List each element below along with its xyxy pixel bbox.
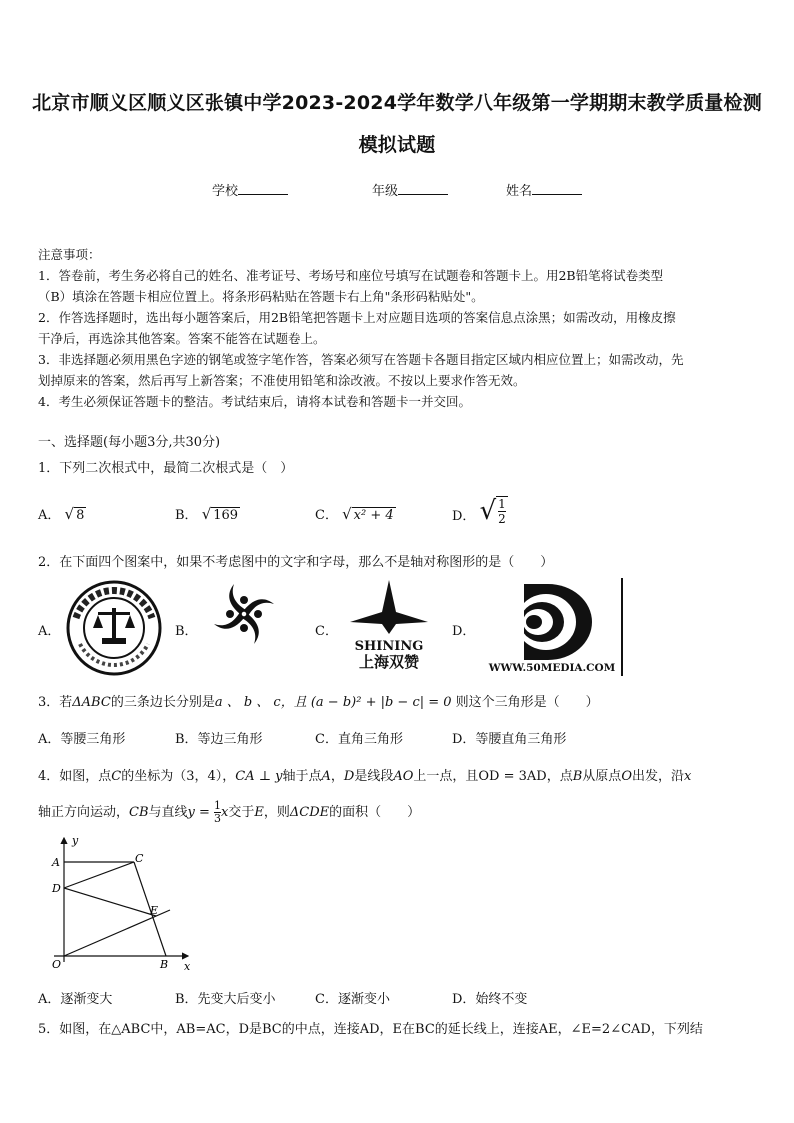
shining-star-logo — [348, 578, 430, 670]
media-text: WWW.50MEDIA.COM — [488, 662, 616, 674]
q4-stem-line1: 4．如图，点C的坐标为（3，4），CA ⊥ y轴于点A，D是线段AO上一点，且OD = 3AD，点B从原点O出发，沿x — [38, 769, 692, 784]
q1-option-b: B． √ 169 — [175, 505, 239, 523]
notice-item: 干净后，再选涂其他答案。答案不能答在试题卷上。 — [38, 331, 326, 346]
q1-option-d: D． √ $\frac{1}{2}$ — [452, 496, 506, 526]
notice-item: 划掉原来的答案，然后再写上新答案；不准使用铅笔和涂改液。不按以上要求作答无效。 — [38, 373, 526, 388]
q3-option-d: D．等腰直角三角形 — [452, 732, 567, 747]
q2-option-a-label: A． — [38, 624, 61, 639]
q1-option-a: A． √ 8 — [38, 505, 85, 523]
label-e: E — [150, 904, 159, 917]
q4-option-b: B．先变大后变小 — [175, 992, 276, 1007]
segment-dc — [64, 862, 134, 888]
notice-item: 1．答卷前，考生务必将自己的姓名、准考证号、考场号和座位号填写在试题卷和答题卡上。用2B铅笔将试卷类型 — [38, 268, 664, 283]
label-c: C — [135, 852, 144, 865]
q1-stem: 1．下列二次根式中，最简二次根式是（ ） — [38, 461, 294, 476]
school-field: 学校 — [212, 180, 288, 199]
q2-option-c-label: C． — [315, 624, 338, 639]
section-heading: 一、选择题(每小题3分,共30分) — [38, 435, 221, 450]
notice-item: 4．考生必须保证答题卡的整洁。考试结束后，请将本试卷和答题卡一并交回。 — [38, 394, 471, 409]
q4-coordinate-figure — [38, 832, 198, 978]
q4-option-c: C．逐渐变小 — [315, 992, 390, 1007]
label-x: x — [184, 960, 191, 973]
q3-stem: 3．若ΔABC的三条边长分别是a 、 b 、 c，且 (a − b)² + |b − c| = 0 则这个三角形是（ ） — [38, 695, 599, 710]
pinwheel-logo — [210, 580, 278, 648]
shining-cn-text: 上海双赞 — [358, 653, 420, 670]
doc-title-line1: 北京市顺义区顺义区张镇中学2023-2024学年数学八年级第一学期期末教学质量检测 — [32, 92, 762, 114]
label-y: y — [72, 834, 79, 847]
label-b: B — [160, 958, 169, 971]
label-o: O — [52, 958, 62, 971]
q2-stem: 2．在下面四个图案中，如果不考虑图中的文字和字母，那么不是轴对称图形的是（ ） — [38, 555, 554, 570]
grade-field: 年级 — [372, 180, 448, 199]
q4-option-a: A．逐渐变大 — [38, 992, 113, 1007]
q1-option-c: C． √ x² + 4 — [315, 505, 394, 523]
notice-item: （B）填涂在答题卡相应位置上。将条形码粘贴在答题卡右上角"条形码粘贴处"。 — [38, 289, 484, 304]
q4-option-d: D．始终不变 — [452, 992, 528, 1007]
label-d: D — [52, 882, 61, 895]
name-field: 姓名 — [506, 180, 582, 199]
q5-stem: 5．如图，在△ABC中，AB=AC，D是BC的中点，连接AD，E在BC的延长线上，连接AE，∠E=2∠CAD，下列结 — [38, 1022, 703, 1037]
q4-stem-line2: 轴正方向运动，CB与直线y = $\frac{1}{3}$ x交于E，则ΔCDE的面积（ ） — [38, 799, 421, 825]
lawyers-seal-logo — [62, 578, 166, 678]
notice-block — [38, 244, 758, 412]
notice-heading: 注意事项： — [38, 247, 101, 262]
doc-title-line2: 模拟试题 — [358, 134, 436, 156]
q2-option-b-label: B． — [175, 624, 198, 639]
q3-option-b: B．等边三角形 — [175, 732, 263, 747]
segment-de — [64, 888, 159, 917]
shining-text: SHINING — [354, 639, 424, 654]
notice-item: 2．作答选择题时，选出每小题答案后，用2B铅笔把答题卡上对应题目选项的答案信息点涂黑；如需改动，用橡皮擦 — [38, 310, 676, 325]
label-a: A — [52, 856, 60, 869]
q3-option-a: A．等腰三角形 — [38, 732, 126, 747]
media-logo — [484, 578, 624, 676]
notice-item: 3．非选择题必须用黑色字迹的钢笔或签字笔作答，答案必须写在答题卡各题目指定区域内相应位置上；如需改动，先 — [38, 352, 684, 367]
q3-option-c: C．直角三角形 — [315, 732, 403, 747]
q2-option-d-label: D． — [452, 624, 476, 639]
